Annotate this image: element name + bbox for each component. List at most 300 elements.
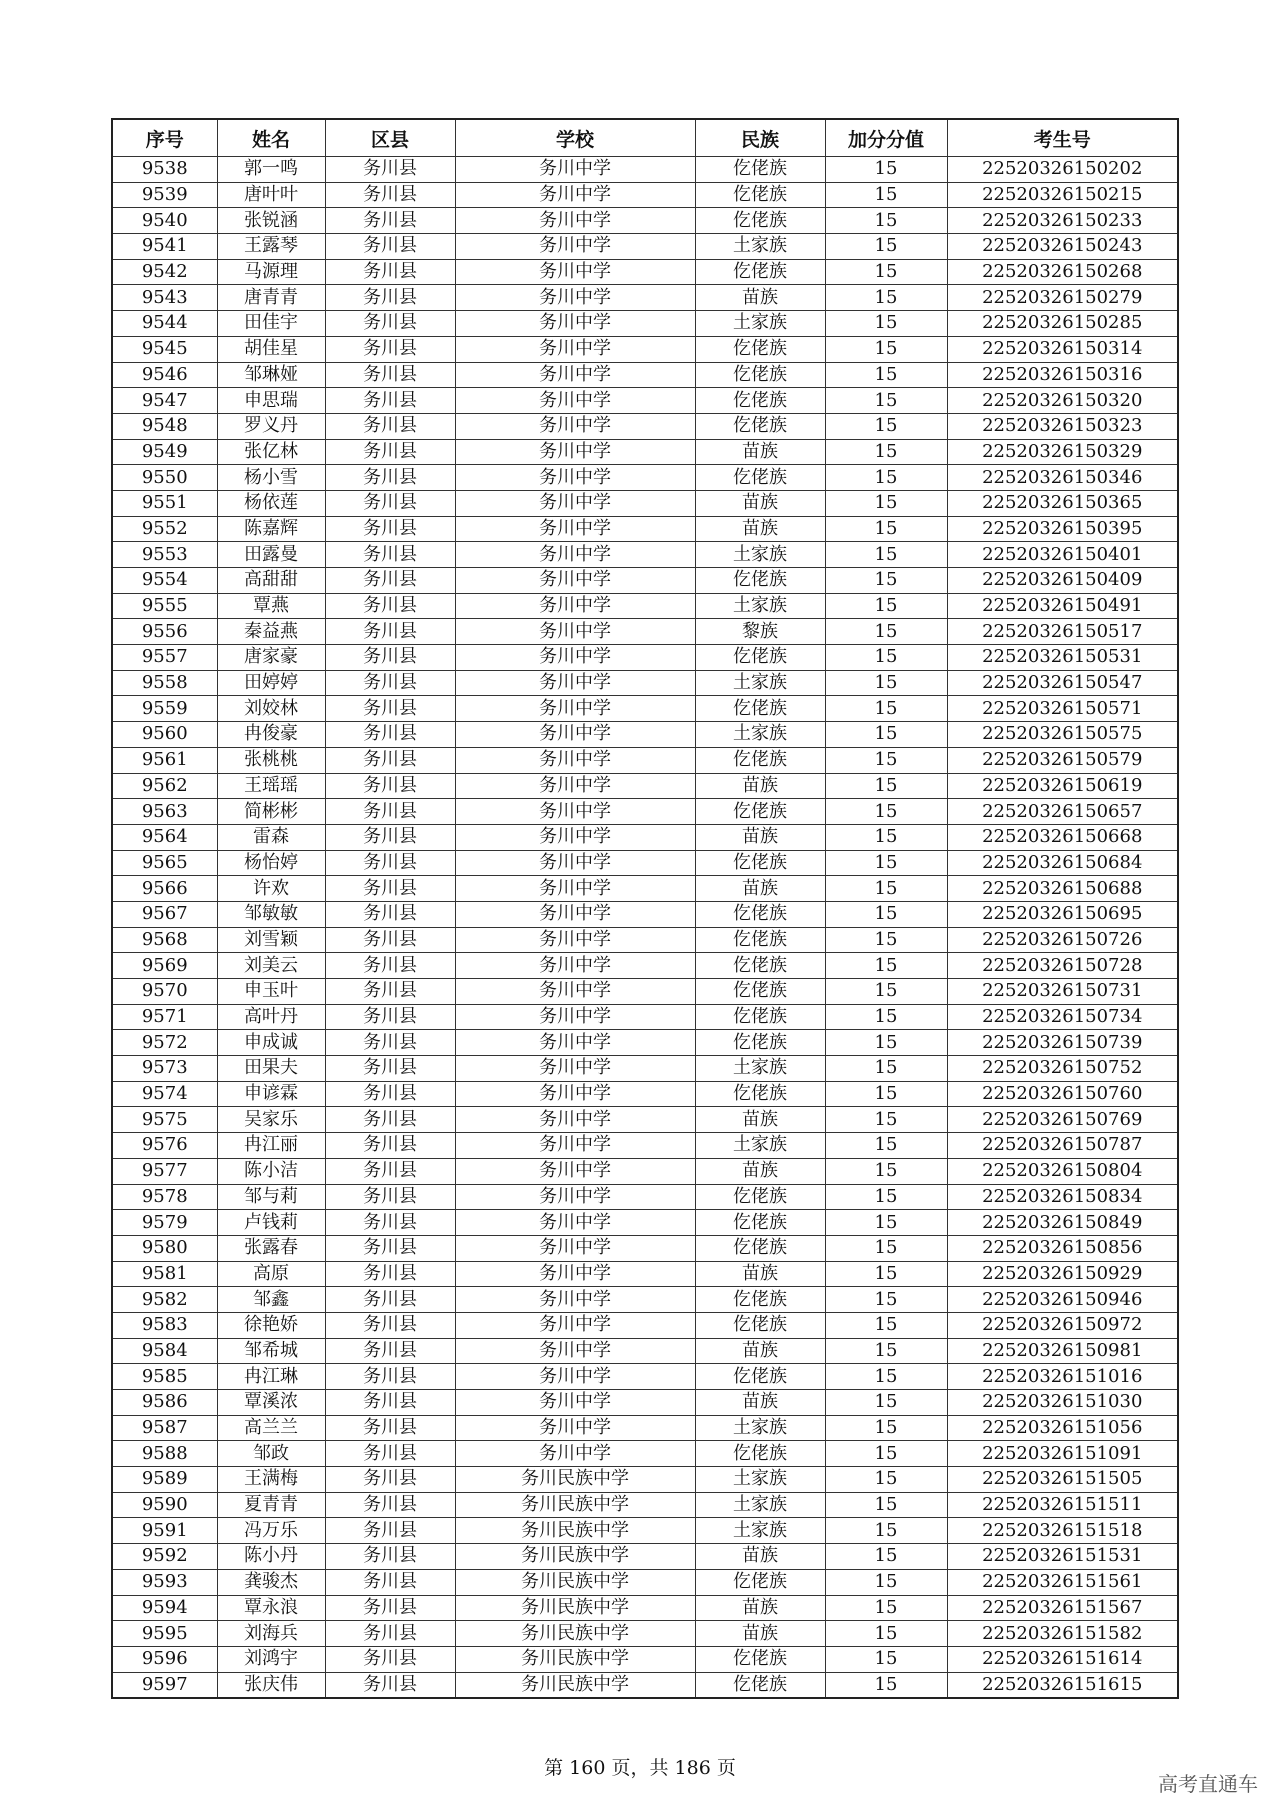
cell-exam-id: 22520326150571 [947,696,1178,722]
table-row [112,259,1178,285]
cell-school: 务川民族中学 [455,1569,695,1595]
cell-serial: 9574 [112,1081,217,1107]
cell-serial: 9565 [112,850,217,876]
cell-exam-id: 22520326150834 [947,1184,1178,1210]
header-exam-id: 考生号 [947,119,1178,157]
cell-county: 务川县 [325,593,455,619]
cell-county: 务川县 [325,1210,455,1236]
cell-name: 张桃桃 [217,747,325,773]
cell-name: 张锐涵 [217,208,325,234]
cell-bonus: 15 [825,568,947,594]
cell-exam-id: 22520326151091 [947,1441,1178,1467]
cell-ethnicity: 苗族 [695,824,825,850]
cell-school: 务川中学 [455,876,695,902]
cell-serial: 9579 [112,1210,217,1236]
cell-county: 务川县 [325,1672,455,1698]
cell-exam-id: 22520326150314 [947,336,1178,362]
cell-ethnicity: 仡佬族 [695,1235,825,1261]
cell-ethnicity: 仡佬族 [695,696,825,722]
cell-serial: 9587 [112,1415,217,1441]
cell-county: 务川县 [325,1158,455,1184]
cell-exam-id: 22520326150726 [947,927,1178,953]
cell-name: 王满梅 [217,1467,325,1493]
table-row [112,1390,1178,1416]
table-row [112,901,1178,927]
cell-bonus: 15 [825,645,947,671]
cell-bonus: 15 [825,336,947,362]
cell-county: 务川县 [325,1621,455,1647]
cell-serial: 9570 [112,979,217,1005]
cell-bonus: 15 [825,1261,947,1287]
cell-ethnicity: 仡佬族 [695,1646,825,1672]
cell-serial: 9589 [112,1467,217,1493]
table-row [112,1544,1178,1570]
cell-bonus: 15 [825,1004,947,1030]
cell-exam-id: 22520326150856 [947,1235,1178,1261]
cell-exam-id: 22520326150684 [947,850,1178,876]
table-row [112,1184,1178,1210]
cell-exam-id: 22520326150215 [947,182,1178,208]
table-row [112,1646,1178,1672]
cell-exam-id: 22520326150752 [947,1056,1178,1082]
cell-ethnicity: 苗族 [695,1107,825,1133]
cell-name: 刘姣林 [217,696,325,722]
table-row [112,413,1178,439]
cell-name: 冯万乐 [217,1518,325,1544]
cell-ethnicity: 仡佬族 [695,413,825,439]
cell-county: 务川县 [325,670,455,696]
cell-bonus: 15 [825,850,947,876]
cell-exam-id: 22520326150329 [947,439,1178,465]
cell-serial: 9547 [112,388,217,414]
cell-name: 胡佳星 [217,336,325,362]
cell-bonus: 15 [825,208,947,234]
cell-school: 务川中学 [455,1338,695,1364]
cell-name: 马源理 [217,259,325,285]
cell-serial: 9592 [112,1544,217,1570]
cell-exam-id: 22520326150787 [947,1133,1178,1159]
cell-county: 务川县 [325,1184,455,1210]
cell-ethnicity: 仡佬族 [695,568,825,594]
cell-exam-id: 22520326151561 [947,1569,1178,1595]
cell-ethnicity: 仡佬族 [695,1672,825,1698]
table-row [112,1312,1178,1338]
cell-bonus: 15 [825,1184,947,1210]
table-row [112,1081,1178,1107]
cell-bonus: 15 [825,1107,947,1133]
cell-ethnicity: 仡佬族 [695,259,825,285]
cell-exam-id: 22520326150395 [947,516,1178,542]
cell-school: 务川中学 [455,234,695,260]
cell-school: 务川中学 [455,619,695,645]
cell-ethnicity: 仡佬族 [695,362,825,388]
cell-school: 务川中学 [455,722,695,748]
cell-serial: 9564 [112,824,217,850]
cell-bonus: 15 [825,259,947,285]
cell-bonus: 15 [825,1441,947,1467]
header-name: 姓名 [217,119,325,157]
cell-ethnicity: 仡佬族 [695,1287,825,1313]
cell-county: 务川县 [325,1312,455,1338]
cell-ethnicity: 仡佬族 [695,1081,825,1107]
cell-serial: 9573 [112,1056,217,1082]
cell-serial: 9551 [112,490,217,516]
cell-school: 务川中学 [455,388,695,414]
cell-serial: 9581 [112,1261,217,1287]
cell-ethnicity: 苗族 [695,490,825,516]
cell-name: 杨小雪 [217,465,325,491]
cell-county: 务川县 [325,1287,455,1313]
cell-bonus: 15 [825,542,947,568]
cell-bonus: 15 [825,311,947,337]
cell-serial: 9571 [112,1004,217,1030]
cell-exam-id: 22520326151614 [947,1646,1178,1672]
cell-exam-id: 22520326150657 [947,799,1178,825]
cell-ethnicity: 苗族 [695,1621,825,1647]
admission-bonus-table-container [111,118,1177,1699]
header-serial: 序号 [112,119,217,157]
cell-serial: 9543 [112,285,217,311]
cell-exam-id: 22520326150849 [947,1210,1178,1236]
table-row [112,1492,1178,1518]
cell-county: 务川县 [325,1235,455,1261]
cell-exam-id: 22520326150946 [947,1287,1178,1313]
cell-bonus: 15 [825,1056,947,1082]
cell-serial: 9566 [112,876,217,902]
table-row [112,388,1178,414]
table-row [112,1030,1178,1056]
cell-exam-id: 22520326150491 [947,593,1178,619]
cell-school: 务川民族中学 [455,1646,695,1672]
cell-serial: 9563 [112,799,217,825]
table-row [112,1441,1178,1467]
cell-serial: 9538 [112,157,217,183]
cell-county: 务川县 [325,234,455,260]
cell-ethnicity: 苗族 [695,876,825,902]
cell-serial: 9540 [112,208,217,234]
cell-serial: 9580 [112,1235,217,1261]
cell-bonus: 15 [825,1467,947,1493]
cell-bonus: 15 [825,1210,947,1236]
table-row [112,516,1178,542]
cell-serial: 9578 [112,1184,217,1210]
cell-county: 务川县 [325,696,455,722]
cell-exam-id: 22520326150409 [947,568,1178,594]
cell-county: 务川县 [325,1544,455,1570]
cell-bonus: 15 [825,1158,947,1184]
cell-serial: 9595 [112,1621,217,1647]
table-row [112,234,1178,260]
cell-serial: 9577 [112,1158,217,1184]
cell-bonus: 15 [825,979,947,1005]
cell-bonus: 15 [825,773,947,799]
cell-county: 务川县 [325,1338,455,1364]
cell-ethnicity: 仡佬族 [695,1364,825,1390]
admission-bonus-table [111,118,1179,1699]
cell-name: 申成诚 [217,1030,325,1056]
cell-name: 张亿林 [217,439,325,465]
cell-name: 覃永浪 [217,1595,325,1621]
cell-exam-id: 22520326151511 [947,1492,1178,1518]
cell-bonus: 15 [825,157,947,183]
cell-school: 务川中学 [455,850,695,876]
cell-exam-id: 22520326151016 [947,1364,1178,1390]
cell-name: 申思瑞 [217,388,325,414]
cell-name: 邹敏敏 [217,901,325,927]
cell-school: 务川中学 [455,1030,695,1056]
table-row [112,1518,1178,1544]
cell-name: 刘海兵 [217,1621,325,1647]
cell-school: 务川中学 [455,593,695,619]
cell-serial: 9554 [112,568,217,594]
cell-school: 务川中学 [455,1133,695,1159]
cell-county: 务川县 [325,1081,455,1107]
table-row [112,696,1178,722]
cell-county: 务川县 [325,439,455,465]
cell-name: 杨怡婷 [217,850,325,876]
cell-name: 申玉叶 [217,979,325,1005]
cell-bonus: 15 [825,465,947,491]
cell-exam-id: 22520326150804 [947,1158,1178,1184]
table-row [112,850,1178,876]
cell-school: 务川民族中学 [455,1672,695,1698]
cell-name: 刘美云 [217,953,325,979]
cell-bonus: 15 [825,234,947,260]
table-row [112,1056,1178,1082]
cell-serial: 9546 [112,362,217,388]
cell-bonus: 15 [825,362,947,388]
cell-name: 唐叶叶 [217,182,325,208]
cell-county: 务川县 [325,1646,455,1672]
table-row [112,336,1178,362]
cell-county: 务川县 [325,1133,455,1159]
cell-name: 张露春 [217,1235,325,1261]
table-row [112,747,1178,773]
cell-ethnicity: 仡佬族 [695,645,825,671]
cell-school: 务川中学 [455,901,695,927]
cell-county: 务川县 [325,901,455,927]
cell-name: 高甜甜 [217,568,325,594]
cell-ethnicity: 苗族 [695,1390,825,1416]
cell-name: 高原 [217,1261,325,1287]
table-row [112,542,1178,568]
cell-exam-id: 22520326150320 [947,388,1178,414]
cell-name: 覃溪浓 [217,1390,325,1416]
cell-exam-id: 22520326150728 [947,953,1178,979]
cell-exam-id: 22520326150365 [947,490,1178,516]
cell-serial: 9542 [112,259,217,285]
cell-school: 务川中学 [455,568,695,594]
cell-ethnicity: 苗族 [695,1338,825,1364]
table-row [112,799,1178,825]
cell-ethnicity: 苗族 [695,439,825,465]
cell-ethnicity: 仡佬族 [695,388,825,414]
cell-school: 务川中学 [455,1210,695,1236]
cell-ethnicity: 土家族 [695,1518,825,1544]
cell-exam-id: 22520326150268 [947,259,1178,285]
cell-exam-id: 22520326150734 [947,1004,1178,1030]
cell-school: 务川中学 [455,336,695,362]
cell-ethnicity: 仡佬族 [695,1312,825,1338]
cell-school: 务川中学 [455,285,695,311]
cell-name: 邹鑫 [217,1287,325,1313]
cell-bonus: 15 [825,1492,947,1518]
table-row [112,876,1178,902]
cell-exam-id: 22520326150619 [947,773,1178,799]
table-row [112,568,1178,594]
table-row [112,1569,1178,1595]
cell-county: 务川县 [325,1569,455,1595]
cell-school: 务川中学 [455,413,695,439]
table-row [112,285,1178,311]
table-row [112,157,1178,183]
cell-county: 务川县 [325,490,455,516]
cell-bonus: 15 [825,1569,947,1595]
cell-ethnicity: 仡佬族 [695,1184,825,1210]
cell-name: 张庆伟 [217,1672,325,1698]
table-body [112,157,1178,1699]
cell-exam-id: 22520326150760 [947,1081,1178,1107]
cell-bonus: 15 [825,1133,947,1159]
cell-ethnicity: 仡佬族 [695,208,825,234]
cell-name: 申谚霖 [217,1081,325,1107]
cell-county: 务川县 [325,311,455,337]
cell-ethnicity: 苗族 [695,1595,825,1621]
cell-serial: 9590 [112,1492,217,1518]
cell-county: 务川县 [325,568,455,594]
cell-serial: 9568 [112,927,217,953]
cell-county: 务川县 [325,259,455,285]
cell-bonus: 15 [825,927,947,953]
table-row [112,208,1178,234]
cell-serial: 9596 [112,1646,217,1672]
cell-serial: 9567 [112,901,217,927]
cell-exam-id: 22520326150233 [947,208,1178,234]
table-row [112,465,1178,491]
cell-bonus: 15 [825,1595,947,1621]
cell-school: 务川中学 [455,670,695,696]
cell-bonus: 15 [825,1312,947,1338]
cell-serial: 9550 [112,465,217,491]
cell-bonus: 15 [825,388,947,414]
cell-exam-id: 22520326150401 [947,542,1178,568]
cell-exam-id: 22520326151531 [947,1544,1178,1570]
cell-name: 田佳宇 [217,311,325,337]
cell-serial: 9572 [112,1030,217,1056]
cell-county: 务川县 [325,979,455,1005]
table-row [112,1467,1178,1493]
cell-school: 务川中学 [455,1312,695,1338]
cell-bonus: 15 [825,1621,947,1647]
cell-county: 务川县 [325,1492,455,1518]
cell-school: 务川民族中学 [455,1595,695,1621]
header-school: 学校 [455,119,695,157]
cell-name: 陈嘉辉 [217,516,325,542]
cell-ethnicity: 土家族 [695,593,825,619]
cell-exam-id: 22520326151030 [947,1390,1178,1416]
cell-serial: 9569 [112,953,217,979]
cell-county: 务川县 [325,645,455,671]
cell-ethnicity: 仡佬族 [695,901,825,927]
table-row [112,1261,1178,1287]
cell-bonus: 15 [825,670,947,696]
header-bonus: 加分分值 [825,119,947,157]
cell-ethnicity: 仡佬族 [695,799,825,825]
cell-county: 务川县 [325,1030,455,1056]
cell-bonus: 15 [825,876,947,902]
cell-county: 务川县 [325,336,455,362]
cell-exam-id: 22520326150929 [947,1261,1178,1287]
cell-bonus: 15 [825,285,947,311]
cell-bonus: 15 [825,901,947,927]
cell-name: 王瑶瑶 [217,773,325,799]
cell-bonus: 15 [825,747,947,773]
cell-school: 务川中学 [455,953,695,979]
table-row [112,1004,1178,1030]
cell-serial: 9583 [112,1312,217,1338]
cell-exam-id: 22520326150575 [947,722,1178,748]
cell-county: 务川县 [325,850,455,876]
cell-county: 务川县 [325,465,455,491]
cell-bonus: 15 [825,1518,947,1544]
cell-name: 王露琴 [217,234,325,260]
cell-name: 邹与莉 [217,1184,325,1210]
cell-school: 务川民族中学 [455,1467,695,1493]
cell-county: 务川县 [325,157,455,183]
cell-ethnicity: 黎族 [695,619,825,645]
cell-serial: 9584 [112,1338,217,1364]
cell-serial: 9576 [112,1133,217,1159]
cell-county: 务川县 [325,1004,455,1030]
cell-serial: 9560 [112,722,217,748]
cell-ethnicity: 仡佬族 [695,1210,825,1236]
cell-name: 冉江琳 [217,1364,325,1390]
table-row [112,1338,1178,1364]
cell-serial: 9575 [112,1107,217,1133]
cell-school: 务川中学 [455,1441,695,1467]
table-row [112,593,1178,619]
cell-name: 秦益燕 [217,619,325,645]
cell-county: 务川县 [325,824,455,850]
cell-county: 务川县 [325,927,455,953]
cell-name: 杨依莲 [217,490,325,516]
cell-school: 务川中学 [455,182,695,208]
cell-name: 徐艳娇 [217,1312,325,1338]
cell-exam-id: 22520326150323 [947,413,1178,439]
cell-serial: 9594 [112,1595,217,1621]
cell-exam-id: 22520326150688 [947,876,1178,902]
cell-name: 简彬彬 [217,799,325,825]
cell-county: 务川县 [325,1415,455,1441]
cell-county: 务川县 [325,362,455,388]
cell-county: 务川县 [325,1390,455,1416]
table-header-row [112,119,1178,157]
cell-exam-id: 22520326150695 [947,901,1178,927]
cell-school: 务川中学 [455,799,695,825]
table-row [112,1287,1178,1313]
cell-name: 雷森 [217,824,325,850]
cell-serial: 9593 [112,1569,217,1595]
cell-school: 务川中学 [455,824,695,850]
cell-name: 吴家乐 [217,1107,325,1133]
cell-school: 务川民族中学 [455,1621,695,1647]
cell-ethnicity: 苗族 [695,1261,825,1287]
cell-ethnicity: 苗族 [695,516,825,542]
cell-ethnicity: 土家族 [695,234,825,260]
cell-ethnicity: 仡佬族 [695,465,825,491]
table-row [112,362,1178,388]
cell-school: 务川民族中学 [455,1544,695,1570]
